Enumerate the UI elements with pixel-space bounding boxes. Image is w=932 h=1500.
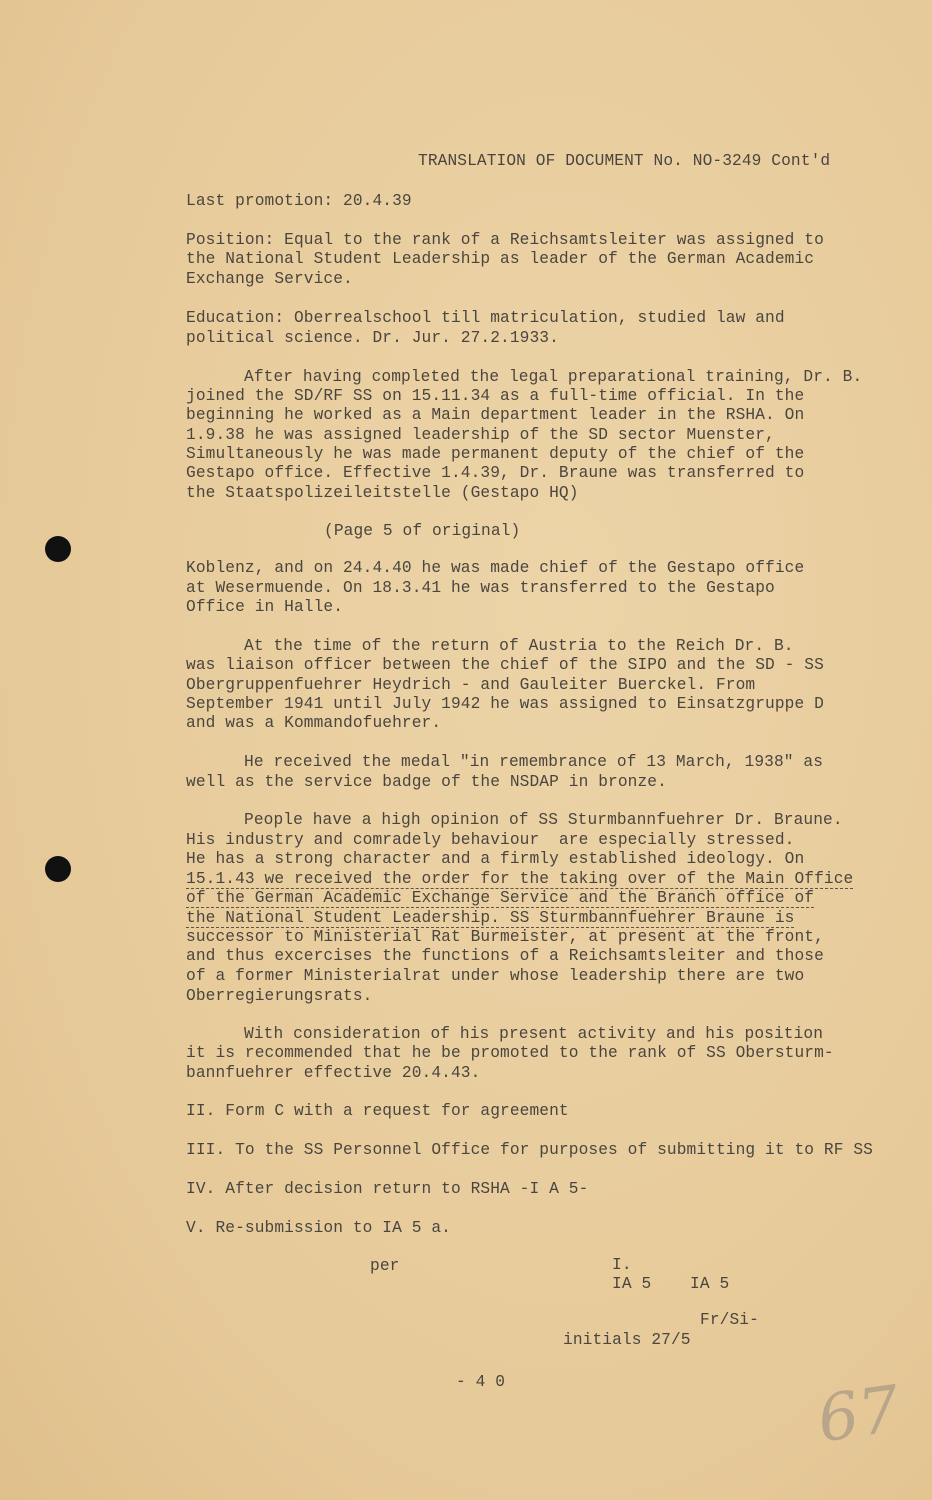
office-label: IA 5: [690, 1275, 730, 1293]
office-label: I.: [612, 1256, 632, 1274]
text-line: Simultaneously he was made permanent deputy of the chief of the: [186, 445, 805, 463]
text-line: Office in Halle.: [186, 598, 344, 616]
text-line: He has a strong character and a firmly established ideology. On: [186, 850, 805, 868]
text-line: After having completed the legal preparational training, Dr. B.: [244, 368, 863, 386]
text-line: Koblenz, and on 24.4.40 he was made chief of the Gestapo office: [186, 559, 805, 577]
underlined-line: of the German Academic Exchange Service and the Branch office of: [186, 889, 815, 907]
text-line: the National Student Leadership as leader of the German Academic: [186, 250, 815, 268]
text-line: 1.9.38 he was assigned leadership of the SD sector Muenster,: [186, 426, 775, 444]
office-label: IA 5: [612, 1275, 652, 1293]
text-line: Education: Oberrealschool till matriculation, studied law and: [186, 309, 785, 327]
action-item: III. To the SS Personnel Office for purposes of submitting it to RF SS: [186, 1141, 873, 1159]
text-line: At the time of the return of Austria to the Reich Dr. B.: [244, 637, 794, 655]
text-line: and thus excercises the functions of a Reichsamtsleiter and those: [186, 947, 824, 965]
handwritten-page-number: 67: [813, 1372, 905, 1458]
text-line: joined the SD/RF SS on 15.11.34 as a full-time official. In the: [186, 387, 805, 405]
action-item: II. Form C with a request for agreement: [186, 1102, 569, 1120]
document-header: TRANSLATION OF DOCUMENT No. NO-3249 Cont'd: [418, 152, 831, 170]
punch-hole: [45, 856, 71, 882]
initials-date: initials 27/5: [563, 1331, 691, 1349]
underlined-line: the National Student Leadership. SS Sturmbannfuehrer Braune is: [186, 909, 795, 927]
text-line: People have a high opinion of SS Sturmbannfuehrer Dr. Braune.: [244, 811, 843, 829]
text-line: Position: Equal to the rank of a Reichsamtsleiter was assigned to: [186, 231, 824, 249]
reference-initials: Fr/Si-: [700, 1311, 759, 1329]
page-number: - 4 0: [456, 1373, 506, 1391]
text-line: bannfuehrer effective 20.4.43.: [186, 1064, 481, 1082]
last-promotion: Last promotion: 20.4.39: [186, 192, 412, 210]
text-line: Oberregierungsrats.: [186, 987, 373, 1005]
text-line: Gestapo office. Effective 1.4.39, Dr. Braune was transferred to: [186, 464, 805, 482]
text-line: Obergruppenfuehrer Heydrich - and Gauleiter Buerckel. From: [186, 676, 756, 694]
text-line: it is recommended that he be promoted to the rank of SS Obersturm-: [186, 1044, 834, 1062]
text-line: His industry and comradely behaviour are especially stressed.: [186, 831, 795, 849]
text-line: He received the medal "in remembrance of 13 March, 1938" as: [244, 753, 824, 771]
punch-hole: [45, 536, 71, 562]
text-line: beginning he worked as a Main department leader in the RSHA. On: [186, 406, 805, 424]
text-line: Exchange Service.: [186, 270, 353, 288]
text-line: and was a Kommandofuehrer.: [186, 714, 442, 732]
text-line: at Wesermuende. On 18.3.41 he was transferred to the Gestapo: [186, 579, 775, 597]
action-item: IV. After decision return to RSHA -I A 5-: [186, 1180, 589, 1198]
per-label: per: [370, 1257, 400, 1275]
text-line: of a former Ministerialrat under whose leadership there are two: [186, 967, 805, 985]
text-line: well as the service badge of the NSDAP in bronze.: [186, 773, 667, 791]
text-line: political science. Dr. Jur. 27.2.1933.: [186, 329, 559, 347]
action-item: V. Re-submission to IA 5 a.: [186, 1219, 451, 1237]
text-line: the Staatspolizeileitstelle (Gestapo HQ): [186, 484, 579, 502]
text-line: was liaison officer between the chief of the SIPO and the SD - SS: [186, 656, 824, 674]
underlined-line: 15.1.43 we received the order for the taking over of the Main Office: [186, 870, 854, 888]
page-note: (Page 5 of original): [324, 522, 521, 540]
text-line: September 1941 until July 1942 he was assigned to Einsatzgruppe D: [186, 695, 824, 713]
text-line: successor to Ministerial Rat Burmeister, at present at the front,: [186, 928, 824, 946]
text-line: With consideration of his present activity and his position: [244, 1025, 824, 1043]
